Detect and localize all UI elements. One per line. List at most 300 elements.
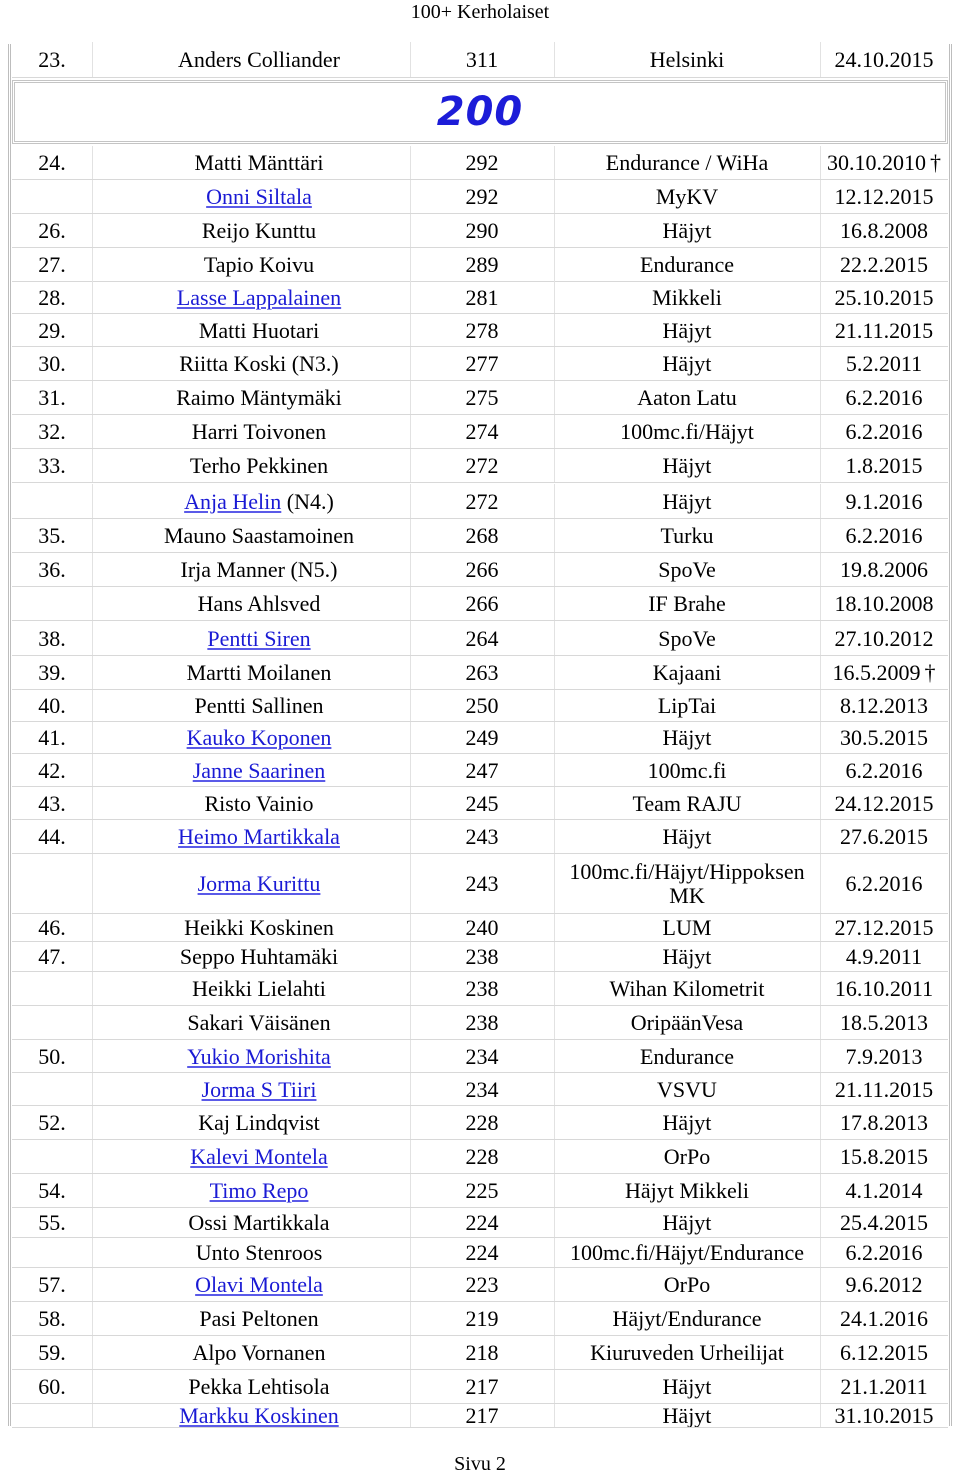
rank-cell-text: 26.: [38, 218, 66, 243]
column-divider: [554, 1174, 555, 1208]
section-title: 200: [436, 89, 524, 135]
column-divider: [410, 1006, 411, 1040]
name-cell[interactable]: [108, 621, 410, 656]
rank-cell: [12, 656, 92, 690]
column-divider: [410, 1238, 411, 1268]
column-divider: [554, 415, 555, 449]
column-divider: [92, 1370, 93, 1404]
date-cell-text: 15.8.2015: [840, 1144, 928, 1169]
column-divider: [554, 214, 555, 248]
date-cell: [820, 914, 948, 942]
count-cell-text: 228: [465, 1144, 499, 1169]
name-cell: [108, 1106, 410, 1140]
count-cell: [410, 146, 554, 180]
column-divider: [92, 248, 93, 282]
column-divider: [820, 1370, 821, 1404]
column-divider: [92, 1238, 93, 1268]
column-divider: [92, 754, 93, 787]
column-divider: [820, 1336, 821, 1370]
rank-cell-text: 59.: [38, 1340, 66, 1365]
date-cell: [820, 587, 948, 621]
column-divider: [410, 42, 411, 78]
club-cell: [554, 415, 820, 449]
table-row: [12, 722, 948, 754]
name-cell: [108, 519, 410, 553]
date-cell-text: 18.5.2013: [840, 1010, 928, 1035]
column-divider: [820, 1268, 821, 1302]
column-divider: [410, 248, 411, 282]
club-cell-text: Häjyt/Endurance: [612, 1306, 762, 1331]
table-row: [12, 1238, 948, 1268]
column-divider: [410, 1404, 411, 1428]
count-cell-text: 266: [465, 557, 499, 582]
date-cell-text: 6.2.2016: [845, 419, 923, 444]
count-cell-text: 234: [465, 1043, 499, 1069]
name-cell[interactable]: [108, 281, 410, 314]
club-cell-text: OrPo: [663, 1144, 711, 1169]
count-cell: [410, 281, 554, 314]
table-row: [12, 1268, 948, 1302]
column-divider: [410, 972, 411, 1006]
column-divider: [554, 690, 555, 722]
count-cell-text: 272: [465, 453, 499, 478]
count-cell-text: 224: [465, 1240, 499, 1265]
name-cell[interactable]: [108, 820, 410, 854]
page-header: 100+ Kerholaiset: [410, 1, 550, 23]
column-divider: [820, 656, 821, 690]
date-cell: [820, 787, 948, 820]
name-cell: [108, 248, 410, 282]
column-divider: [554, 314, 555, 347]
table-row: [12, 1208, 948, 1238]
rank-cell: [12, 820, 92, 854]
column-divider: [554, 1238, 555, 1268]
rank-cell: [12, 42, 92, 78]
table-row: [12, 553, 948, 587]
section-band: [12, 80, 948, 144]
runner-name: Heikki Lielahti: [192, 976, 326, 1001]
date-cell: [820, 42, 948, 78]
column-divider: [410, 214, 411, 248]
rank-cell-text: 50.: [38, 1043, 66, 1069]
column-divider: [820, 381, 821, 415]
count-cell-text: 234: [465, 1076, 499, 1102]
club-cell-text: SpoVe: [658, 557, 716, 582]
column-divider: [554, 754, 555, 787]
club-cell-text: Häjyt Mikkeli: [624, 1178, 750, 1203]
runner-link[interactable]: Pentti Siren: [207, 625, 311, 651]
column-divider: [410, 854, 411, 914]
runner-link[interactable]: Janne Saarinen: [192, 757, 326, 783]
column-divider: [410, 914, 411, 942]
rank-cell: [12, 690, 92, 722]
column-divider: [554, 854, 555, 914]
club-cell: [554, 1302, 820, 1336]
column-divider: [554, 820, 555, 854]
column-divider: [820, 1238, 821, 1268]
column-divider: [820, 722, 821, 754]
column-divider: [410, 415, 411, 449]
name-cell: [108, 656, 410, 690]
column-divider: [92, 1302, 93, 1336]
column-divider: [410, 1336, 411, 1370]
column-divider: [820, 854, 821, 914]
runner-link[interactable]: Kauko Koponen: [186, 725, 332, 750]
date-cell-text: 24.10.2015: [834, 47, 934, 72]
column-divider: [554, 1404, 555, 1428]
rank-cell: [12, 519, 92, 553]
runner-link[interactable]: Jorma Kurittu: [197, 871, 321, 896]
count-cell-text: 292: [465, 150, 499, 175]
table-row: [12, 1006, 948, 1040]
runner-name: Pentti Sallinen: [194, 693, 324, 718]
rank-cell-text: 33.: [38, 453, 66, 478]
date-cell-text: 1.8.2015: [845, 453, 923, 478]
count-cell: [410, 587, 554, 621]
date-cell: [820, 281, 948, 314]
name-cell: [108, 1370, 410, 1404]
rank-cell-text: 40.: [38, 693, 66, 718]
date-cell: [820, 484, 948, 519]
name-cell: [108, 1006, 410, 1040]
count-cell: [410, 553, 554, 587]
date-cell-text: 21.11.2015: [834, 317, 934, 343]
column-divider: [92, 787, 93, 820]
column-divider: [820, 690, 821, 722]
rank-cell: [12, 1208, 92, 1238]
rank-cell: [12, 1336, 92, 1370]
runner-name: Heikki Koskinen: [184, 915, 334, 940]
column-divider: [820, 820, 821, 854]
date-cell-text: 7.9.2013: [845, 1043, 923, 1069]
count-cell: [410, 1370, 554, 1404]
date-cell: [820, 248, 948, 282]
column-divider: [92, 722, 93, 754]
dagger-icon: †: [930, 150, 941, 175]
date-cell: [820, 381, 948, 415]
rank-cell-text: 30.: [38, 351, 66, 376]
column-divider: [410, 1370, 411, 1404]
rank-cell-text: 35.: [38, 523, 66, 548]
rank-cell: [12, 415, 92, 449]
column-divider: [820, 1040, 821, 1073]
club-cell: [554, 690, 820, 722]
table-row: [12, 1302, 948, 1336]
date-cell-text: 6.2.2016: [845, 1240, 923, 1265]
rank-cell: [12, 1006, 92, 1040]
rank-cell: [12, 1073, 92, 1106]
club-cell: [554, 180, 820, 214]
rank-cell: [12, 787, 92, 820]
club-cell: [554, 587, 820, 621]
club-cell: [554, 854, 820, 914]
runner-name: Harri Toivonen: [191, 419, 327, 444]
column-divider: [410, 621, 411, 656]
date-cell: [820, 1208, 948, 1238]
table-row: [12, 1106, 948, 1140]
column-divider: [820, 248, 821, 282]
count-cell-text: 289: [465, 252, 499, 277]
date-cell: [820, 722, 948, 754]
club-cell-text: Endurance: [639, 252, 735, 277]
club-cell: [554, 914, 820, 942]
runner-link[interactable]: Onni Siltala: [206, 184, 312, 209]
runner-link[interactable]: Jorma S Tiiri: [201, 1076, 317, 1102]
club-cell-text: 100mc.fi/Häjyt/Hippoksen MK: [569, 859, 805, 908]
club-cell-text: 100mc.fi/Häjyt: [620, 419, 754, 444]
count-cell: [410, 722, 554, 754]
column-divider: [92, 553, 93, 587]
club-cell: [554, 1106, 820, 1140]
count-cell: [410, 449, 554, 483]
table-row: [12, 248, 948, 282]
column-divider: [820, 519, 821, 553]
count-cell-text: 240: [465, 915, 499, 940]
club-cell: [554, 722, 820, 754]
column-divider: [410, 519, 411, 553]
club-cell: [554, 942, 820, 972]
count-cell: [410, 1006, 554, 1040]
rank-cell-text: 55.: [38, 1210, 66, 1235]
runner-name: Matti Mänttäri: [194, 150, 324, 175]
club-cell: [554, 1336, 820, 1370]
date-cell: [820, 1140, 948, 1174]
column-divider: [554, 942, 555, 972]
date-cell-text: 6.2.2016: [845, 523, 923, 548]
count-cell-text: 268: [465, 523, 499, 548]
count-cell-text: 217: [465, 1374, 499, 1399]
runner-link[interactable]: Heimo Martikkala: [178, 824, 340, 849]
club-cell-text: OrPo: [663, 1272, 711, 1297]
name-cell[interactable]: [108, 1040, 410, 1073]
runner-name: Sakari Väisänen: [187, 1010, 331, 1035]
date-cell: [820, 553, 948, 587]
name-cell: [108, 415, 410, 449]
rank-cell-text: 52.: [38, 1110, 66, 1135]
count-cell-text: 218: [465, 1340, 499, 1365]
table-row: [12, 314, 948, 347]
club-cell-text: Häjyt: [662, 351, 712, 376]
count-cell-text: 292: [465, 184, 499, 209]
count-cell: [410, 1073, 554, 1106]
table-row: [12, 415, 948, 449]
rank-cell: [12, 1106, 92, 1140]
date-cell-text: 30.10.2010: [827, 150, 926, 175]
rank-cell-text: 41.: [38, 725, 66, 750]
runner-link[interactable]: Olavi Montela: [195, 1272, 323, 1297]
column-divider: [92, 1336, 93, 1370]
column-divider: [410, 553, 411, 587]
count-cell-text: 275: [465, 385, 499, 410]
runner-link[interactable]: Lasse Lappalainen: [176, 284, 342, 310]
rank-cell: [12, 1404, 92, 1428]
runner-link[interactable]: Kalevi Montela: [190, 1144, 328, 1169]
column-divider: [92, 1006, 93, 1040]
rank-cell: [12, 1140, 92, 1174]
column-divider: [92, 690, 93, 722]
column-divider: [92, 449, 93, 483]
table-row: [12, 1073, 948, 1106]
count-cell: [410, 914, 554, 942]
club-cell-text: Endurance: [639, 1043, 735, 1069]
name-cell[interactable]: [108, 854, 410, 914]
column-divider: [92, 621, 93, 656]
date-cell-text: 4.9.2011: [845, 944, 923, 969]
name-cell: [108, 587, 410, 621]
date-cell-text: 27.12.2015: [834, 915, 934, 940]
column-divider: [410, 180, 411, 214]
club-cell: [554, 214, 820, 248]
rank-cell: [12, 381, 92, 415]
column-divider: [92, 914, 93, 942]
table-row: [12, 1370, 948, 1404]
runner-link[interactable]: Markku Koskinen: [179, 1403, 339, 1428]
column-divider: [554, 656, 555, 690]
club-cell: [554, 1040, 820, 1073]
date-cell-text: 16.8.2008: [840, 218, 928, 243]
date-cell-text: 6.2.2016: [845, 871, 923, 896]
count-cell-text: 247: [465, 757, 499, 783]
count-cell: [410, 214, 554, 248]
column-divider: [410, 690, 411, 722]
name-cell[interactable]: [108, 1268, 410, 1302]
rank-cell: [12, 553, 92, 587]
column-divider: [554, 972, 555, 1006]
date-cell-text: 30.5.2015: [840, 725, 928, 750]
club-cell-text: Team RAJU: [632, 790, 742, 816]
name-cell[interactable]: [108, 1073, 410, 1106]
rank-cell: [12, 914, 92, 942]
runner-name: Matti Huotari: [198, 317, 320, 343]
name-cell[interactable]: [108, 722, 410, 754]
date-cell: [820, 854, 948, 914]
column-divider: [92, 1208, 93, 1238]
club-cell: [554, 1238, 820, 1268]
column-divider: [820, 1208, 821, 1238]
name-cell[interactable]: [108, 484, 410, 519]
column-divider: [410, 484, 411, 519]
runner-name: Reijo Kunttu: [201, 218, 317, 243]
club-cell: [554, 553, 820, 587]
column-divider: [92, 656, 93, 690]
column-divider: [92, 942, 93, 972]
rank-cell-text: 58.: [38, 1306, 66, 1331]
rank-cell: [12, 484, 92, 519]
column-divider: [410, 146, 411, 180]
name-cell: [108, 214, 410, 248]
count-cell-text: 266: [465, 591, 499, 616]
name-cell[interactable]: [108, 754, 410, 787]
column-divider: [554, 42, 555, 78]
runner-name: Risto Vainio: [204, 790, 314, 816]
column-divider: [820, 347, 821, 381]
count-cell: [410, 1106, 554, 1140]
rank-cell: [12, 180, 92, 214]
column-divider: [92, 146, 93, 180]
club-cell: [554, 621, 820, 656]
count-cell-text: 245: [465, 790, 499, 816]
name-cell[interactable]: [108, 180, 410, 214]
runner-name: Tapio Koivu: [203, 252, 315, 277]
count-cell-text: 225: [465, 1178, 499, 1203]
club-cell: [554, 381, 820, 415]
column-divider: [554, 1073, 555, 1106]
table-row: [12, 1040, 948, 1073]
date-cell: [820, 1336, 948, 1370]
count-cell: [410, 381, 554, 415]
club-cell-text: Kajaani: [652, 660, 722, 685]
name-cell: [108, 381, 410, 415]
column-divider: [410, 787, 411, 820]
runner-link[interactable]: Yukio Morishita: [187, 1043, 331, 1069]
runner-link[interactable]: Timo Repo: [209, 1178, 309, 1203]
name-cell[interactable]: [108, 1174, 410, 1208]
runner-link[interactable]: Anja Helin: [184, 488, 282, 514]
date-cell-text: 6.12.2015: [840, 1340, 928, 1365]
club-cell-text: Helsinki: [649, 47, 725, 72]
count-cell: [410, 1404, 554, 1428]
date-cell: [820, 656, 948, 690]
date-cell: [820, 1370, 948, 1404]
column-divider: [554, 1370, 555, 1404]
column-divider: [92, 381, 93, 415]
table-row: [12, 381, 948, 415]
rank-cell: [12, 1174, 92, 1208]
club-cell-text: Häjyt: [662, 453, 712, 478]
club-cell: [554, 1006, 820, 1040]
column-divider: [554, 1268, 555, 1302]
date-cell: [820, 347, 948, 381]
club-cell: [554, 347, 820, 381]
date-cell: [820, 972, 948, 1006]
rank-cell: [12, 449, 92, 483]
runner-name: Mauno Saastamoinen: [163, 523, 355, 548]
column-divider: [554, 1208, 555, 1238]
count-cell: [410, 1238, 554, 1268]
rank-cell: [12, 587, 92, 621]
column-divider: [820, 553, 821, 587]
table-row: [12, 214, 948, 248]
column-divider: [820, 314, 821, 347]
rank-cell-text: 32.: [38, 419, 66, 444]
count-cell-text: 281: [465, 284, 499, 310]
column-divider: [554, 1006, 555, 1040]
count-cell-text: 290: [465, 218, 499, 243]
club-cell-text: 100mc.fi/Häjyt/Endurance: [570, 1240, 804, 1265]
column-divider: [820, 281, 821, 314]
column-divider: [554, 722, 555, 754]
count-cell-text: 243: [465, 824, 499, 849]
name-cell[interactable]: [108, 1140, 410, 1174]
rank-cell: [12, 1268, 92, 1302]
date-cell: [820, 1040, 948, 1073]
name-cell: [108, 42, 410, 78]
runner-name: Riitta Koski (N3.): [179, 351, 339, 376]
table-row: [12, 972, 948, 1006]
column-divider: [410, 449, 411, 483]
date-cell: [820, 314, 948, 347]
runner-name: Irja Manner (N5.): [180, 557, 338, 582]
column-divider: [820, 1073, 821, 1106]
rank-cell-text: 24.: [38, 150, 66, 175]
name-cell: [108, 449, 410, 483]
date-cell: [820, 754, 948, 787]
name-cell[interactable]: [108, 1404, 410, 1428]
column-divider: [554, 381, 555, 415]
column-divider: [820, 972, 821, 1006]
count-cell-text: 243: [465, 871, 499, 896]
club-cell-text: LUM: [662, 915, 712, 940]
